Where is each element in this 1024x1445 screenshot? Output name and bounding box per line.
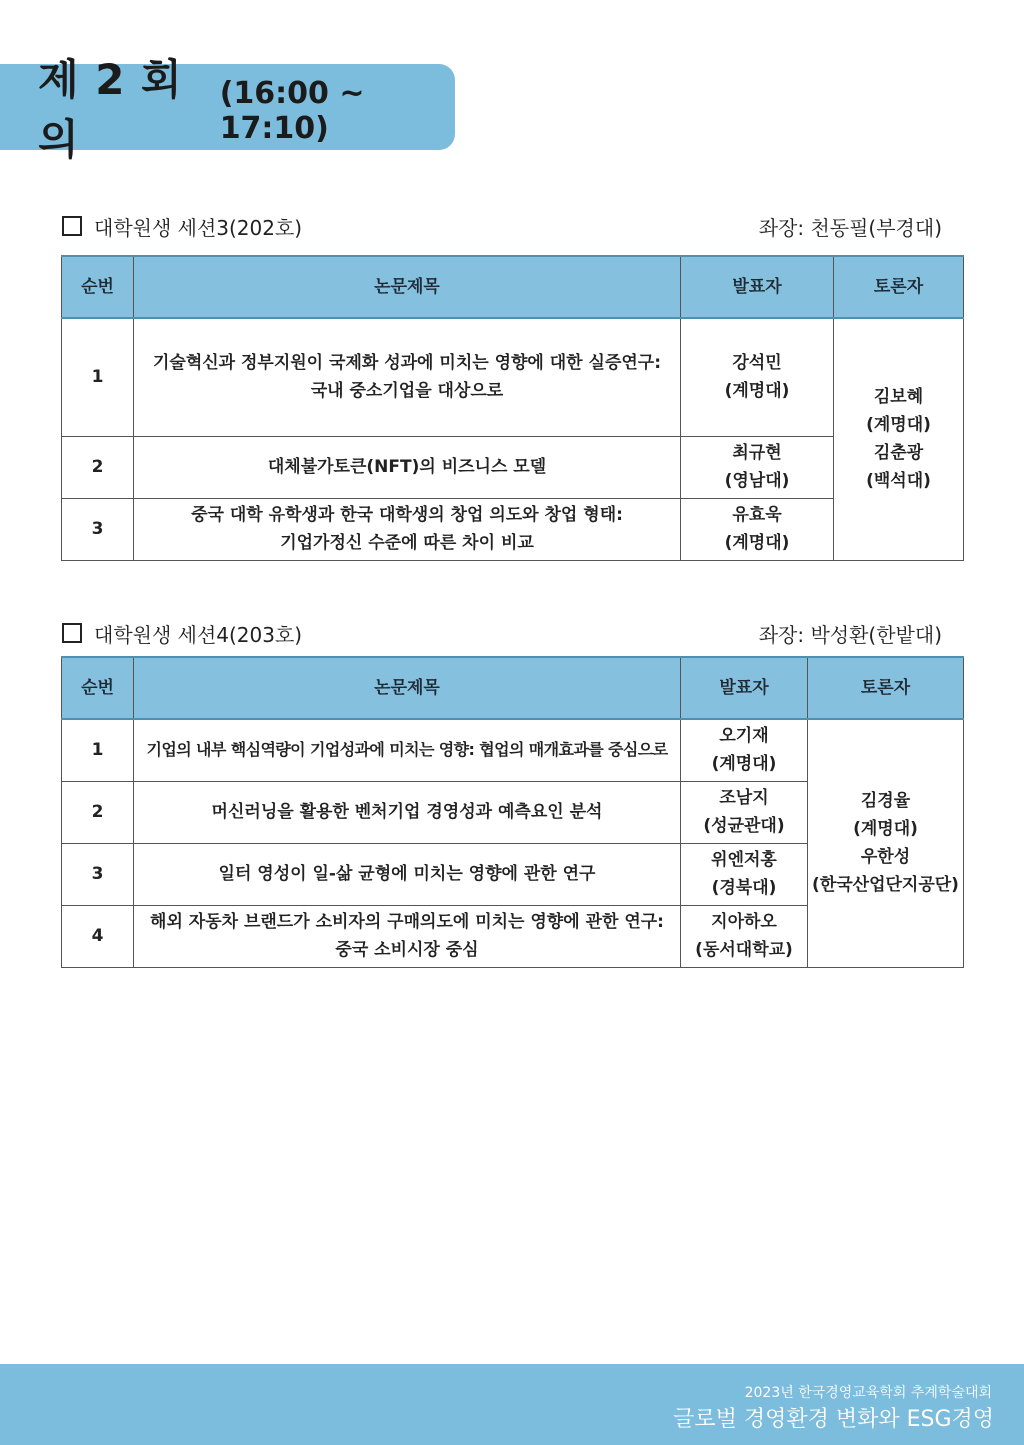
presenter: 지아하오 (동서대학교) (681, 905, 808, 967)
row-number: 1 (62, 318, 134, 436)
paper-title: 기술혁신과 정부지원이 국제화 성과에 미치는 영향에 대한 실증연구: 국내 중소기업을 대상으로 (134, 318, 681, 436)
footer-subtitle: 2023년 한국경영교육학회 추계학술대회 (744, 1385, 992, 1401)
table-row (62, 498, 964, 560)
col-header-number: 순번 (62, 657, 134, 719)
paper-title: 일터 영성이 일-삶 균형에 미치는 영향에 관한 연구 (134, 843, 681, 905)
presenter: 조남지 (성균관대) (681, 781, 808, 843)
session4-header (62, 620, 942, 646)
table-header-row (62, 256, 964, 318)
discussants: 김경율 (계명대) 우한성 (한국산업단지공단) (808, 719, 964, 967)
session3-chair: 좌장: 천동필(부경대) (758, 215, 942, 240)
session-time: (16:00 ~ 17:10) (219, 76, 365, 146)
col-header-paper: 논문제목 (134, 256, 681, 318)
presenter: 위엔저홍 (경북대) (681, 843, 808, 905)
paper-title: 중국 대학 유학생과 한국 대학생의 창업 의도와 창업 형태: 기업가정신 수준에 따른 차이 비교 (134, 498, 681, 560)
paper-title: 기업의 내부 핵심역량이 기업성과에 미치는 영향: 협업의 매개효과를 중심으로 (134, 719, 681, 781)
session3-header (62, 213, 942, 239)
row-number: 3 (62, 498, 134, 560)
footer-title: 글로벌 경영환경 변화와 ESG경영 (673, 1407, 994, 1432)
session4-table (61, 656, 964, 968)
col-header-discussant: 토론자 (834, 256, 964, 318)
row-number: 2 (62, 781, 134, 843)
page-title: 제 2 회의 (38, 55, 183, 164)
col-header-number: 순번 (62, 256, 134, 318)
col-header-paper: 논문제목 (134, 657, 681, 719)
row-number: 3 (62, 843, 134, 905)
table-row (62, 719, 964, 781)
checkbox-icon (62, 216, 82, 236)
presenter: 강석민 (계명대) (681, 318, 834, 436)
col-header-presenter: 발표자 (681, 657, 808, 719)
session4-title: 대학원생 세션4(203호) (94, 622, 303, 647)
col-header-presenter: 발표자 (681, 256, 834, 318)
paper-title: 대체불가토큰(NFT)의 비즈니스 모델 (134, 436, 681, 498)
session3-table (61, 255, 964, 561)
presenter: 유효욱 (계명대) (681, 498, 834, 560)
session3-title: 대학원생 세션3(202호) (94, 215, 303, 240)
row-number: 4 (62, 905, 134, 967)
row-number: 1 (62, 719, 134, 781)
presenter: 최규현 (영남대) (681, 436, 834, 498)
paper-title: 머신러닝을 활용한 벤처기업 경영성과 예측요인 분석 (134, 781, 681, 843)
discussants: 김보혜 (계명대) 김춘광 (백석대) (834, 318, 964, 560)
footer-banner (0, 1364, 1024, 1445)
col-header-discussant: 토론자 (808, 657, 964, 719)
table-header-row (62, 657, 964, 719)
table-row (62, 436, 964, 498)
presenter: 오기재 (계명대) (681, 719, 808, 781)
paper-title: 해외 자동차 브랜드가 소비자의 구매의도에 미치는 영향에 관한 연구: 중국 소비시장 중심 (134, 905, 681, 967)
checkbox-icon (62, 623, 82, 643)
session4-chair: 좌장: 박성환(한밭대) (758, 622, 942, 647)
row-number: 2 (62, 436, 134, 498)
table-row (62, 318, 964, 436)
title-banner (0, 55, 455, 164)
